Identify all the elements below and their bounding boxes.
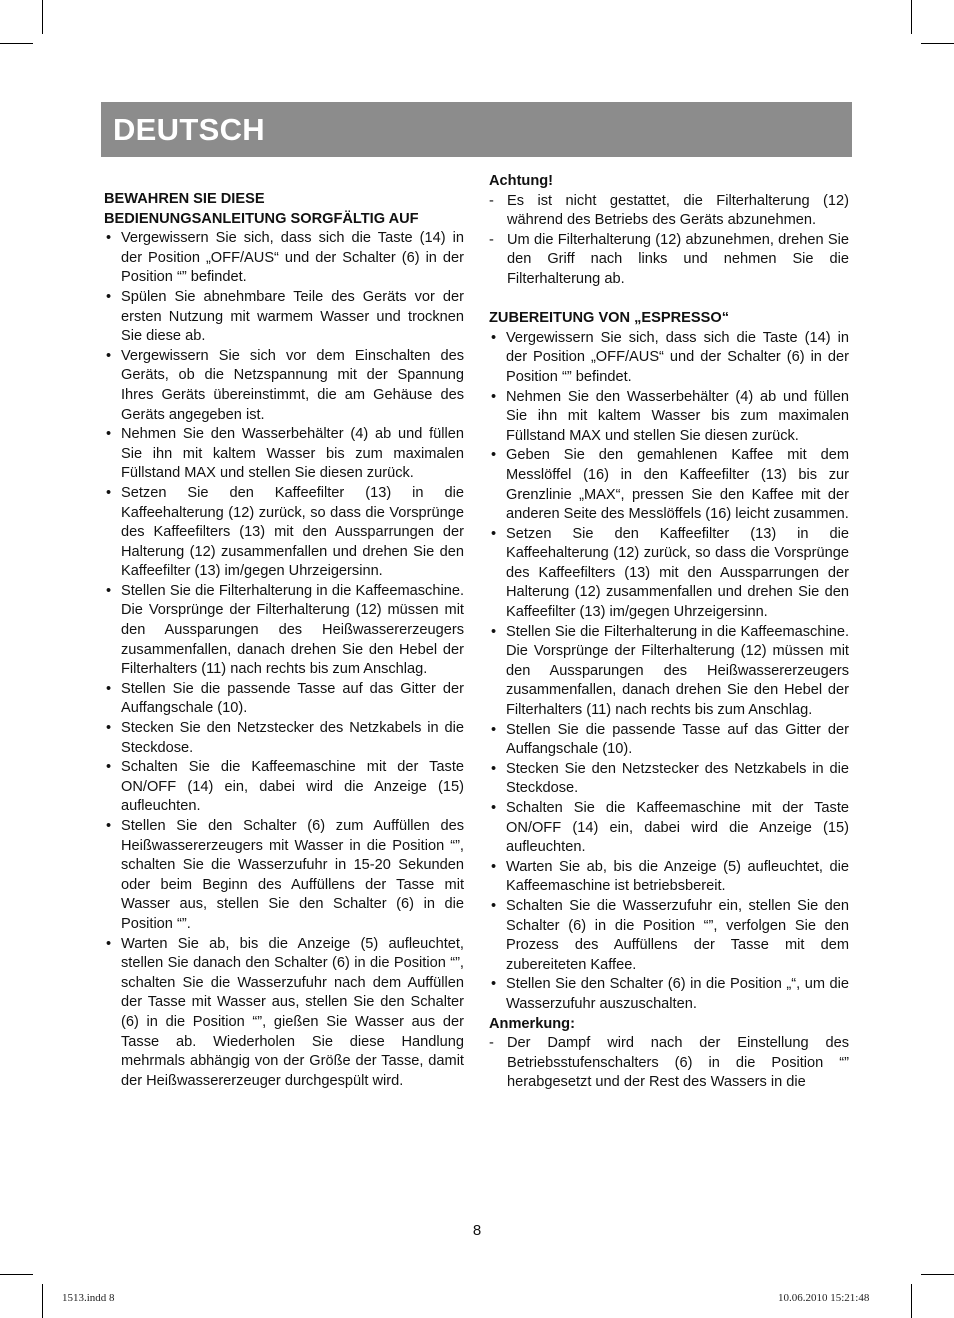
list-item-text: Um die Filterhalterung (12) abzunehmen, drehen Sie den Griff nach links und nehmen Sie die Filterhalterung ab. xyxy=(507,231,849,287)
list-item xyxy=(104,817,464,935)
slug-timestamp: 10.06.2010 15:21:48 xyxy=(778,1292,870,1304)
bullet-icon: • xyxy=(491,447,497,464)
bullet-icon: • xyxy=(491,760,497,777)
list-item xyxy=(489,446,849,524)
list-item xyxy=(489,525,849,623)
list-item-text: Schalten Sie die Wasserzufuhr ein, stellen Sie den Schalter (6) in die Position “”, verfolgen Sie den Prozess des Auffüllens der Tasse mit dem zubereiteten Kaffee. xyxy=(506,897,849,973)
list-item-text: Stellen Sie die passende Tasse auf das Gitter der Auffangschale (10). xyxy=(121,680,464,717)
list-item xyxy=(104,582,464,680)
list-item-text: Warten Sie ab, bis die Anzeige (5) aufleuchtet, stellen Sie danach den Schalter (6) in die Position “”, schalten Sie die Wasserzufuhr nach dem Auffüllen der Tasse mit Wasser aus, stellen Sie den Schalter (6) in die Position “”, gießen Sie Wasser aus der Tasse ab. Wiederholen Sie diese Handlung mehrmals abhängig von der Größe der Tasse, damit der Heißwassererzeuger durchgespült wird. xyxy=(121,935,464,1089)
list-item xyxy=(104,425,464,484)
left-column xyxy=(104,190,464,1091)
list-item xyxy=(489,721,849,760)
bullet-icon: • xyxy=(491,329,497,346)
list-item-text: Spülen Sie abnehmbare Teile des Geräts vor der ersten Nutzung mit warmem Wasser und trocknen Sie diese ab. xyxy=(121,288,464,345)
warning-list xyxy=(489,192,849,290)
crop-mark xyxy=(0,43,33,44)
list-item xyxy=(104,288,464,347)
bullet-icon: • xyxy=(491,388,497,405)
list-item-text: Stellen Sie die Filterhalterung in die Kaffeemaschine. Die Vorsprünge der Filterhalterung (12) müssen mit den Aussparungen des Heißwassererzeugers zusammenfallen, danach drehen Sie den Hebel der Filterhalters (11) nach rechts bis zum Anschlag. xyxy=(506,623,849,719)
crop-mark xyxy=(911,0,912,34)
list-item-text: Stellen Sie die Filterhalterung in die Kaffeemaschine. Die Vorsprünge der Filterhalterung (12) müssen mit den Aussparungen des Heißwassererzeugers zusammenfallen, danach drehen Sie den Hebel der Filterhalters (11) nach rechts bis zum Anschlag. xyxy=(121,582,464,678)
bullet-icon: • xyxy=(106,288,112,305)
bullet-icon: • xyxy=(491,897,497,914)
list-item-text: Der Dampf wird nach der Einstellung des Betriebsstufenschalters (6) in die Position “” herabgesetzt und der Rest des Wassers in die xyxy=(507,1035,849,1091)
page-number: 8 xyxy=(472,1222,482,1239)
list-item-text: Vergewissern Sie sich, dass sich die Taste (14) in der Position „OFF/AUS“ und der Schalter (6) in der Position “” befindet. xyxy=(121,230,464,286)
list-item xyxy=(104,347,464,425)
crop-mark xyxy=(42,0,43,34)
crop-mark xyxy=(921,1274,954,1275)
list-item xyxy=(489,231,849,290)
section-heading: BEDIENUNGSANLEITUNG SORGFÄLTIG AUF xyxy=(104,210,419,227)
list-item xyxy=(104,935,464,1092)
list-item xyxy=(104,229,464,288)
bullet-icon: • xyxy=(106,680,112,697)
language-header-bar xyxy=(101,102,852,157)
dash-icon: - xyxy=(489,1035,494,1052)
list-item-text: Setzen Sie den Kaffeefilter (13) in die Kaffeehalterung (12) zurück, so dass die Vorsprünge des Kaffeefilters (13) mit den Aussparrungen der Halterung (12) zusammenfallen und drehen Sie den Kaffeefilter (13) im/gegen Uhrzeigersinn. xyxy=(121,484,464,580)
list-item-text: Vergewissern Sie sich, dass sich die Taste (14) in der Position „OFF/AUS“ und der Schalter (6) in der Position “” befindet. xyxy=(506,329,849,385)
list-item xyxy=(489,799,849,858)
slug-file: 1513.indd 8 xyxy=(62,1292,115,1304)
list-item xyxy=(489,192,849,231)
list-item-text: Geben Sie den gemahlenen Kaffee mit dem Messlöffel (16) in den Kaffeefilter (13) bis zur Grenzlinie „MAX“, pressen Sie den Kaffee mit der anderen Seite des Messlöffels (16) leicht zusammen. xyxy=(506,447,849,523)
espresso-heading: ZUBEREITUNG VON „ESPRESSO“ xyxy=(489,310,730,327)
list-item xyxy=(489,388,849,447)
list-item xyxy=(104,758,464,817)
dash-icon: - xyxy=(489,231,494,248)
bullet-icon: • xyxy=(106,720,112,737)
list-item-text: Stellen Sie die passende Tasse auf das Gitter der Auffangschale (10). xyxy=(506,721,849,758)
list-item-text: Schalten Sie die Kaffeemaschine mit der Taste ON/OFF (14) ein, dabei wird die Anzeige (15) aufleuchten. xyxy=(506,800,849,856)
list-item xyxy=(104,484,464,582)
crop-mark xyxy=(42,1284,43,1318)
dash-icon: - xyxy=(489,192,494,209)
section-heading: BEWAHREN SIE DIESE xyxy=(104,191,265,207)
list-item xyxy=(489,975,849,1014)
list-item xyxy=(489,760,849,799)
list-item-text: Nehmen Sie den Wasserbehälter (4) ab und füllen Sie ihn mit kaltem Wasser bis zum maximalen Füllstand MAX und stellen Sie diesen zurück. xyxy=(121,426,464,482)
language-title: DEUTSCH xyxy=(113,112,265,147)
bullet-icon: • xyxy=(491,976,497,993)
list-item-text: Stecken Sie den Netzstecker des Netzkabels in die Steckdose. xyxy=(121,720,464,756)
bullet-icon: • xyxy=(106,230,112,247)
list-item-text: Es ist nicht gestattet, die Filterhalterung (12) während des Betriebs des Geräts abzunehmen. xyxy=(507,192,849,229)
list-item xyxy=(489,897,849,975)
bullet-icon: • xyxy=(491,800,497,816)
bullet-icon: • xyxy=(491,623,497,640)
list-item xyxy=(104,680,464,719)
list-item xyxy=(489,1034,849,1093)
list-item-text: Warten Sie ab, bis die Anzeige (5) aufleuchtet, die Kaffeemaschine ist betriebsbereit. xyxy=(506,858,849,895)
instruction-list xyxy=(104,229,464,1091)
note-heading: Anmerkung: xyxy=(489,1015,575,1032)
list-item-text: Stecken Sie den Netzstecker des Netzkabels in die Steckdose. xyxy=(506,760,849,797)
bullet-icon: • xyxy=(106,426,112,443)
list-item-text: Nehmen Sie den Wasserbehälter (4) ab und füllen Sie ihn mit kaltem Wasser bis zum maximalen Füllstand MAX und stellen Sie diesen zurück. xyxy=(506,388,849,444)
list-item-text: Schalten Sie die Kaffeemaschine mit der Taste ON/OFF (14) ein, dabei wird die Anzeige (15) aufleuchten. xyxy=(121,759,464,815)
list-item xyxy=(489,623,849,721)
list-item xyxy=(489,858,849,897)
crop-mark xyxy=(0,1274,33,1275)
right-column xyxy=(489,172,849,1093)
bullet-icon: • xyxy=(491,721,497,738)
list-item xyxy=(489,329,849,388)
warning-heading: Achtung! xyxy=(489,173,554,189)
bullet-icon: • xyxy=(106,818,112,834)
instruction-list xyxy=(489,329,849,1015)
list-item-text: Stellen Sie den Schalter (6) zum Auffüllen des Heißwassererzeugers mit Wasser in die Position “”, schalten Sie die Wasserzufuhr in 15-20 Sekunden oder beim Beginn des Auffüllens der Tasse mit Wasser aus, stellen Sie den Schalter (6) in die Position “”. xyxy=(121,818,464,932)
bullet-icon: • xyxy=(106,759,112,776)
bullet-icon: • xyxy=(491,525,497,542)
list-item-text: Stellen Sie den Schalter (6) in die Position „“, um die Wasserzufuhr auszuschalten. xyxy=(506,976,849,1012)
bullet-icon: • xyxy=(106,935,112,952)
list-item-text: Vergewissern Sie sich vor dem Einschalten des Geräts, ob die Netzspannung mit der Spannung Ihres Geräts übereinstimmt, die am Gehäuse des Geräts angegeben ist. xyxy=(121,347,464,423)
crop-mark xyxy=(911,1284,912,1318)
bullet-icon: • xyxy=(106,582,112,599)
list-item xyxy=(104,719,464,758)
spacer xyxy=(489,290,849,310)
bullet-icon: • xyxy=(106,484,112,501)
list-item-text: Setzen Sie den Kaffeefilter (13) in die Kaffeehalterung (12) zurück, so dass die Vorsprünge des Kaffeefilters (13) mit den Aussparrungen der Halterung (12) zusammenfallen und drehen Sie den Kaffeefilter (13) im/gegen Uhrzeigersinn. xyxy=(506,525,849,621)
note-list xyxy=(489,1034,849,1093)
bullet-icon: • xyxy=(491,858,497,875)
bullet-icon: • xyxy=(106,347,112,364)
crop-mark xyxy=(921,43,954,44)
